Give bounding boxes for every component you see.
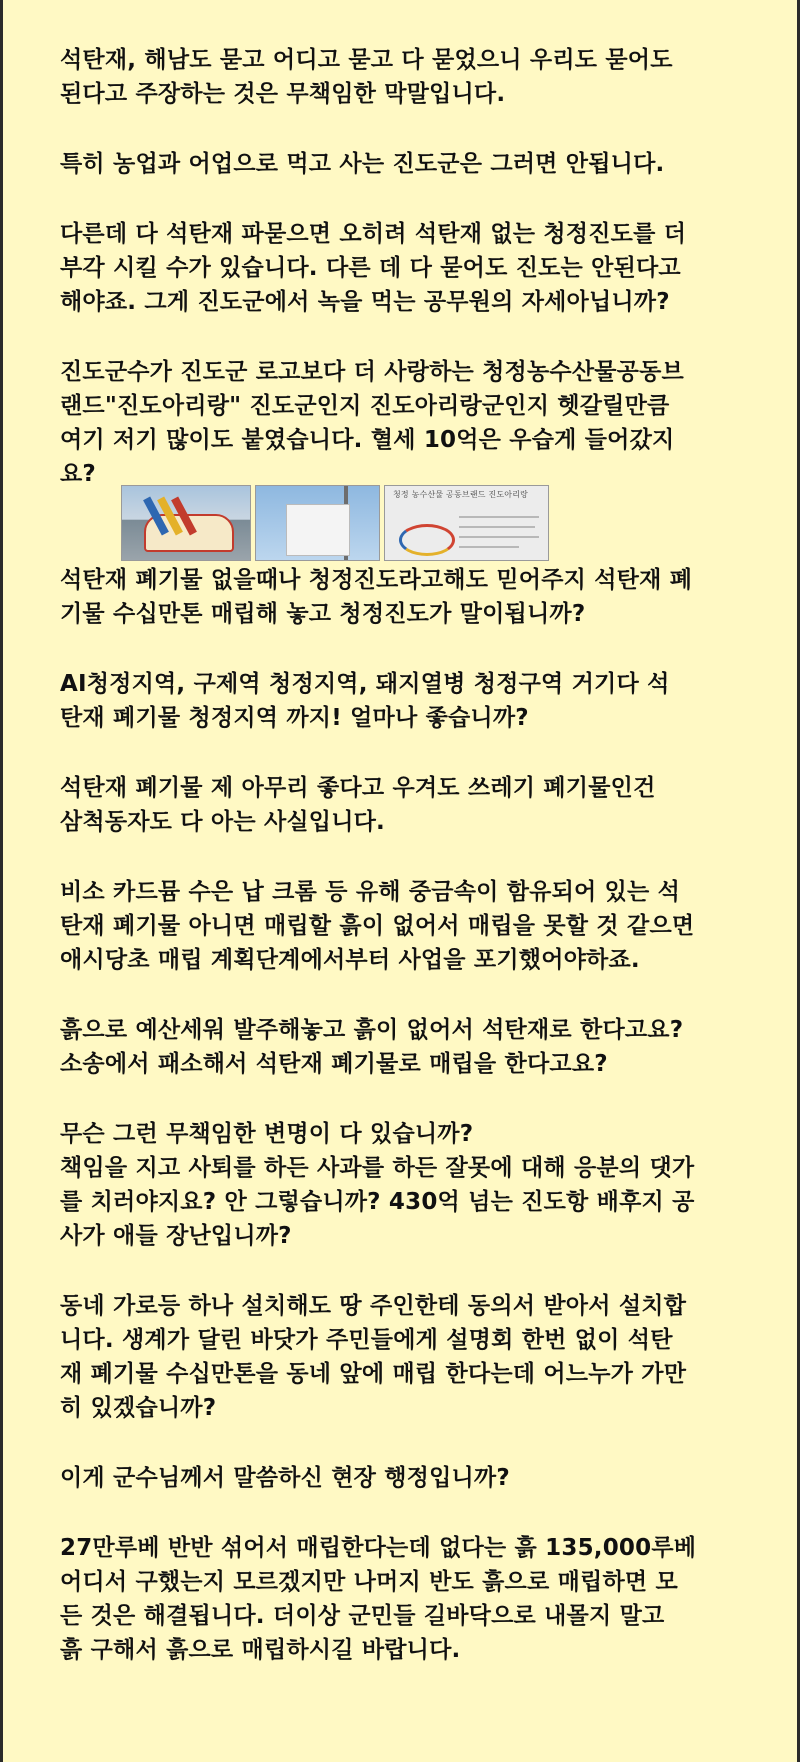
street-banner-photo bbox=[255, 485, 380, 561]
document-text-line bbox=[459, 526, 535, 528]
photo-strip bbox=[121, 485, 770, 561]
county-office-logo-photo bbox=[121, 485, 251, 561]
paragraph-9: 흙으로 예산세워 발주해놓고 흙이 없어서 석탄재로 한다고요? 소송에서 패소해서 석탄재 폐기물로 매립을 한다고요? bbox=[60, 1017, 684, 1077]
paragraph-1: 석탄재, 해남도 묻고 어디고 묻고 다 묻었으니 우리도 묻어도 된다고 주장하는 것은 무책임한 막말입니다. bbox=[60, 47, 673, 107]
paragraph-13: 27만루베 반반 섞어서 매립한다는데 없다는 흙 135,000루베 어디서 구했는지 모르겠지만 나머지 반도 흙으로 매립하면 모 든 것은 해결됩니다. 더이상 군민들 길바닥으로 내몰지 말고 흙 구해서 흙으로 매립하시길 바랍니다. bbox=[60, 1535, 697, 1663]
paragraph-6: AI청정지역, 구제역 청정지역, 돼지열병 청정구역 거기다 석 탄재 폐기물 청정지역 까지! 얼마나 좋습니까? bbox=[60, 671, 670, 731]
paragraph-8: 비소 카드뮴 수은 납 크롬 등 유해 중금속이 함유되어 있는 석 탄재 폐기물 아니면 매립할 흙이 없어서 매립을 못할 것 같으면 애시당초 매립 계획단계에서부터 사업을 포기했어야하죠. bbox=[60, 879, 695, 973]
brand-logo-mark bbox=[399, 524, 455, 556]
paragraph-5: 석탄재 폐기물 없을때나 청정진도라고해도 믿어주지 석탄재 폐 기물 수십만톤 매립해 놓고 청정진도가 말이됩니까? bbox=[60, 567, 693, 627]
paragraph-2: 특히 농업과 어업으로 먹고 사는 진도군은 그러면 안됩니다. bbox=[60, 151, 665, 177]
paragraph-7: 석탄재 폐기물 제 아무리 좋다고 우겨도 쓰레기 폐기물인건 삼척동자도 다 아는 사실입니다. bbox=[60, 775, 656, 835]
document-text-line bbox=[459, 516, 539, 518]
document-text-line bbox=[459, 546, 519, 548]
paragraph-11: 동네 가로등 하나 설치해도 땅 주인한테 동의서 받아서 설치합 니다. 생계가 달린 바닷가 주민들에게 설명회 한번 없이 석탄 재 폐기물 수십만톤을 동네 앞에 매립 한다는데 어느누가 가만 히 있겠습니까? bbox=[60, 1293, 687, 1421]
paragraph-10: 무슨 그런 무책임한 변명이 다 있습니까? 책임을 지고 사퇴를 하든 사과를 하든 잘못에 대해 응분의 댓가 를 치러야지요? 안 그렇습니까? 430억 넘는 진도항 배후지 공 사가 애들 장난입니까? bbox=[60, 1121, 695, 1249]
paragraph-12: 이게 군수님께서 말씀하신 현장 행정입니까? bbox=[60, 1465, 510, 1491]
paragraph-4: 진도군수가 진도군 로고보다 더 사랑하는 청정농수산물공동브 랜드"진도아리랑" 진도군인지 진도아리랑군인지 헷갈릴만큼 여기 저기 많이도 붙였습니다. 혈세 10억은 우습게 들어갔지 요? bbox=[60, 359, 684, 487]
brand-document-title: 청정 농수산물 공동브랜드 진도아리랑 bbox=[393, 490, 529, 499]
document-text-line bbox=[459, 536, 539, 538]
article-body bbox=[60, 43, 770, 1703]
brand-document-photo bbox=[384, 485, 549, 561]
paragraph-3: 다른데 다 석탄재 파묻으면 오히려 석탄재 없는 청정진도를 더 부각 시킬 수가 있습니다. 다른 데 다 묻어도 진도는 안된다고 해야죠. 그게 진도군에서 녹을 먹는 공무원의 자세아닙니까? bbox=[60, 221, 687, 315]
street-banner bbox=[286, 504, 350, 556]
